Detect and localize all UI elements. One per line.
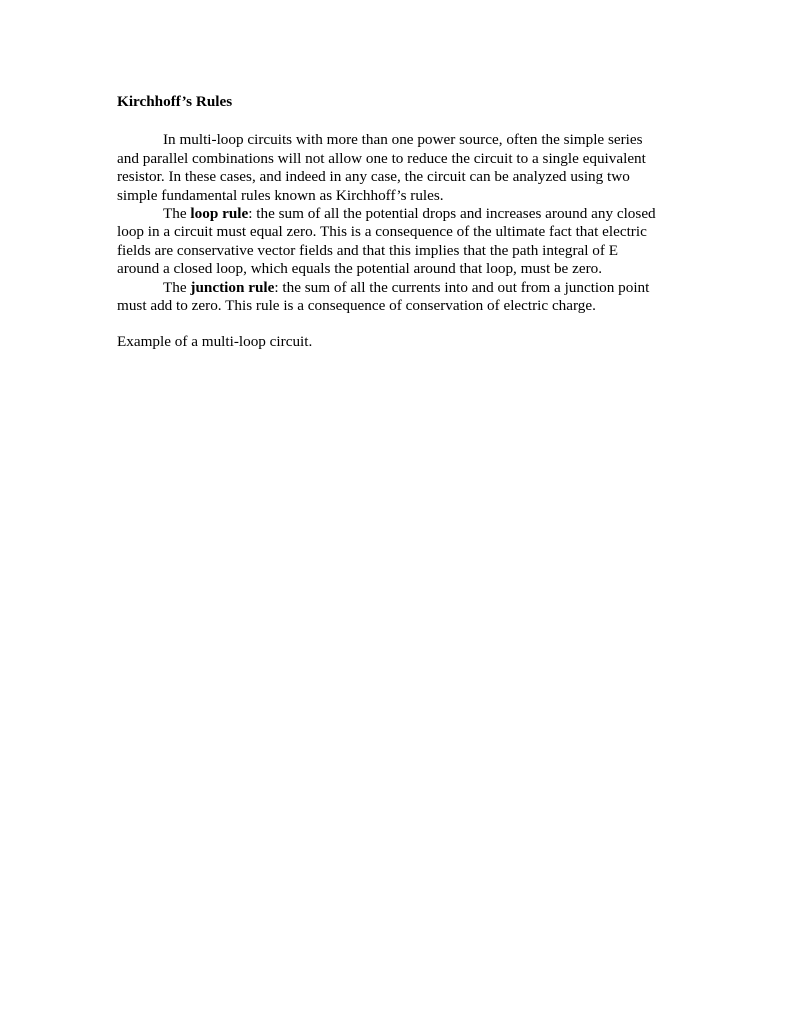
loop-rule-term: loop rule <box>190 205 249 223</box>
paragraph-intro <box>117 131 677 205</box>
paragraph-junction-rule <box>117 279 677 316</box>
paragraph-line: resistor. In these cases, and indeed in any case, the circuit can be analyzed using two <box>117 168 630 186</box>
document-body <box>117 93 677 352</box>
paragraph-line: must add to zero. This rule is a consequence of conservation of electric charge. <box>117 297 596 315</box>
paragraph-loop-rule <box>117 205 677 279</box>
paragraph-line <box>117 279 677 297</box>
lead-text: The <box>163 278 191 296</box>
paragraph-line: simple fundamental rules known as Kirchhoff’s rules. <box>117 186 444 204</box>
junction-rule-term: junction rule <box>190 278 275 296</box>
lead-text: The <box>163 205 191 223</box>
paragraph-line <box>117 205 677 223</box>
paragraph-line: and parallel combinations will not allow one to reduce the circuit to a single equivalent <box>117 149 646 167</box>
document-title: Kirchhoff’s Rules <box>117 93 233 110</box>
line-rest: : the sum of all the currents into and out from a junction point <box>274 278 650 296</box>
line-rest: : the sum of all the potential drops and increases around any closed <box>248 205 656 223</box>
paragraph-line: In multi-loop circuits with more than one power source, often the simple series <box>163 131 643 149</box>
example-caption: Example of a multi-loop circuit. <box>117 333 313 351</box>
paragraph-line: fields are conservative vector fields and that this implies that the path integral of E <box>117 241 619 259</box>
paragraph-line: around a closed loop, which equals the potential around that loop, must be zero. <box>117 260 603 278</box>
paragraph-line: loop in a circuit must equal zero. This is a consequence of the ultimate fact that electric <box>117 223 647 241</box>
